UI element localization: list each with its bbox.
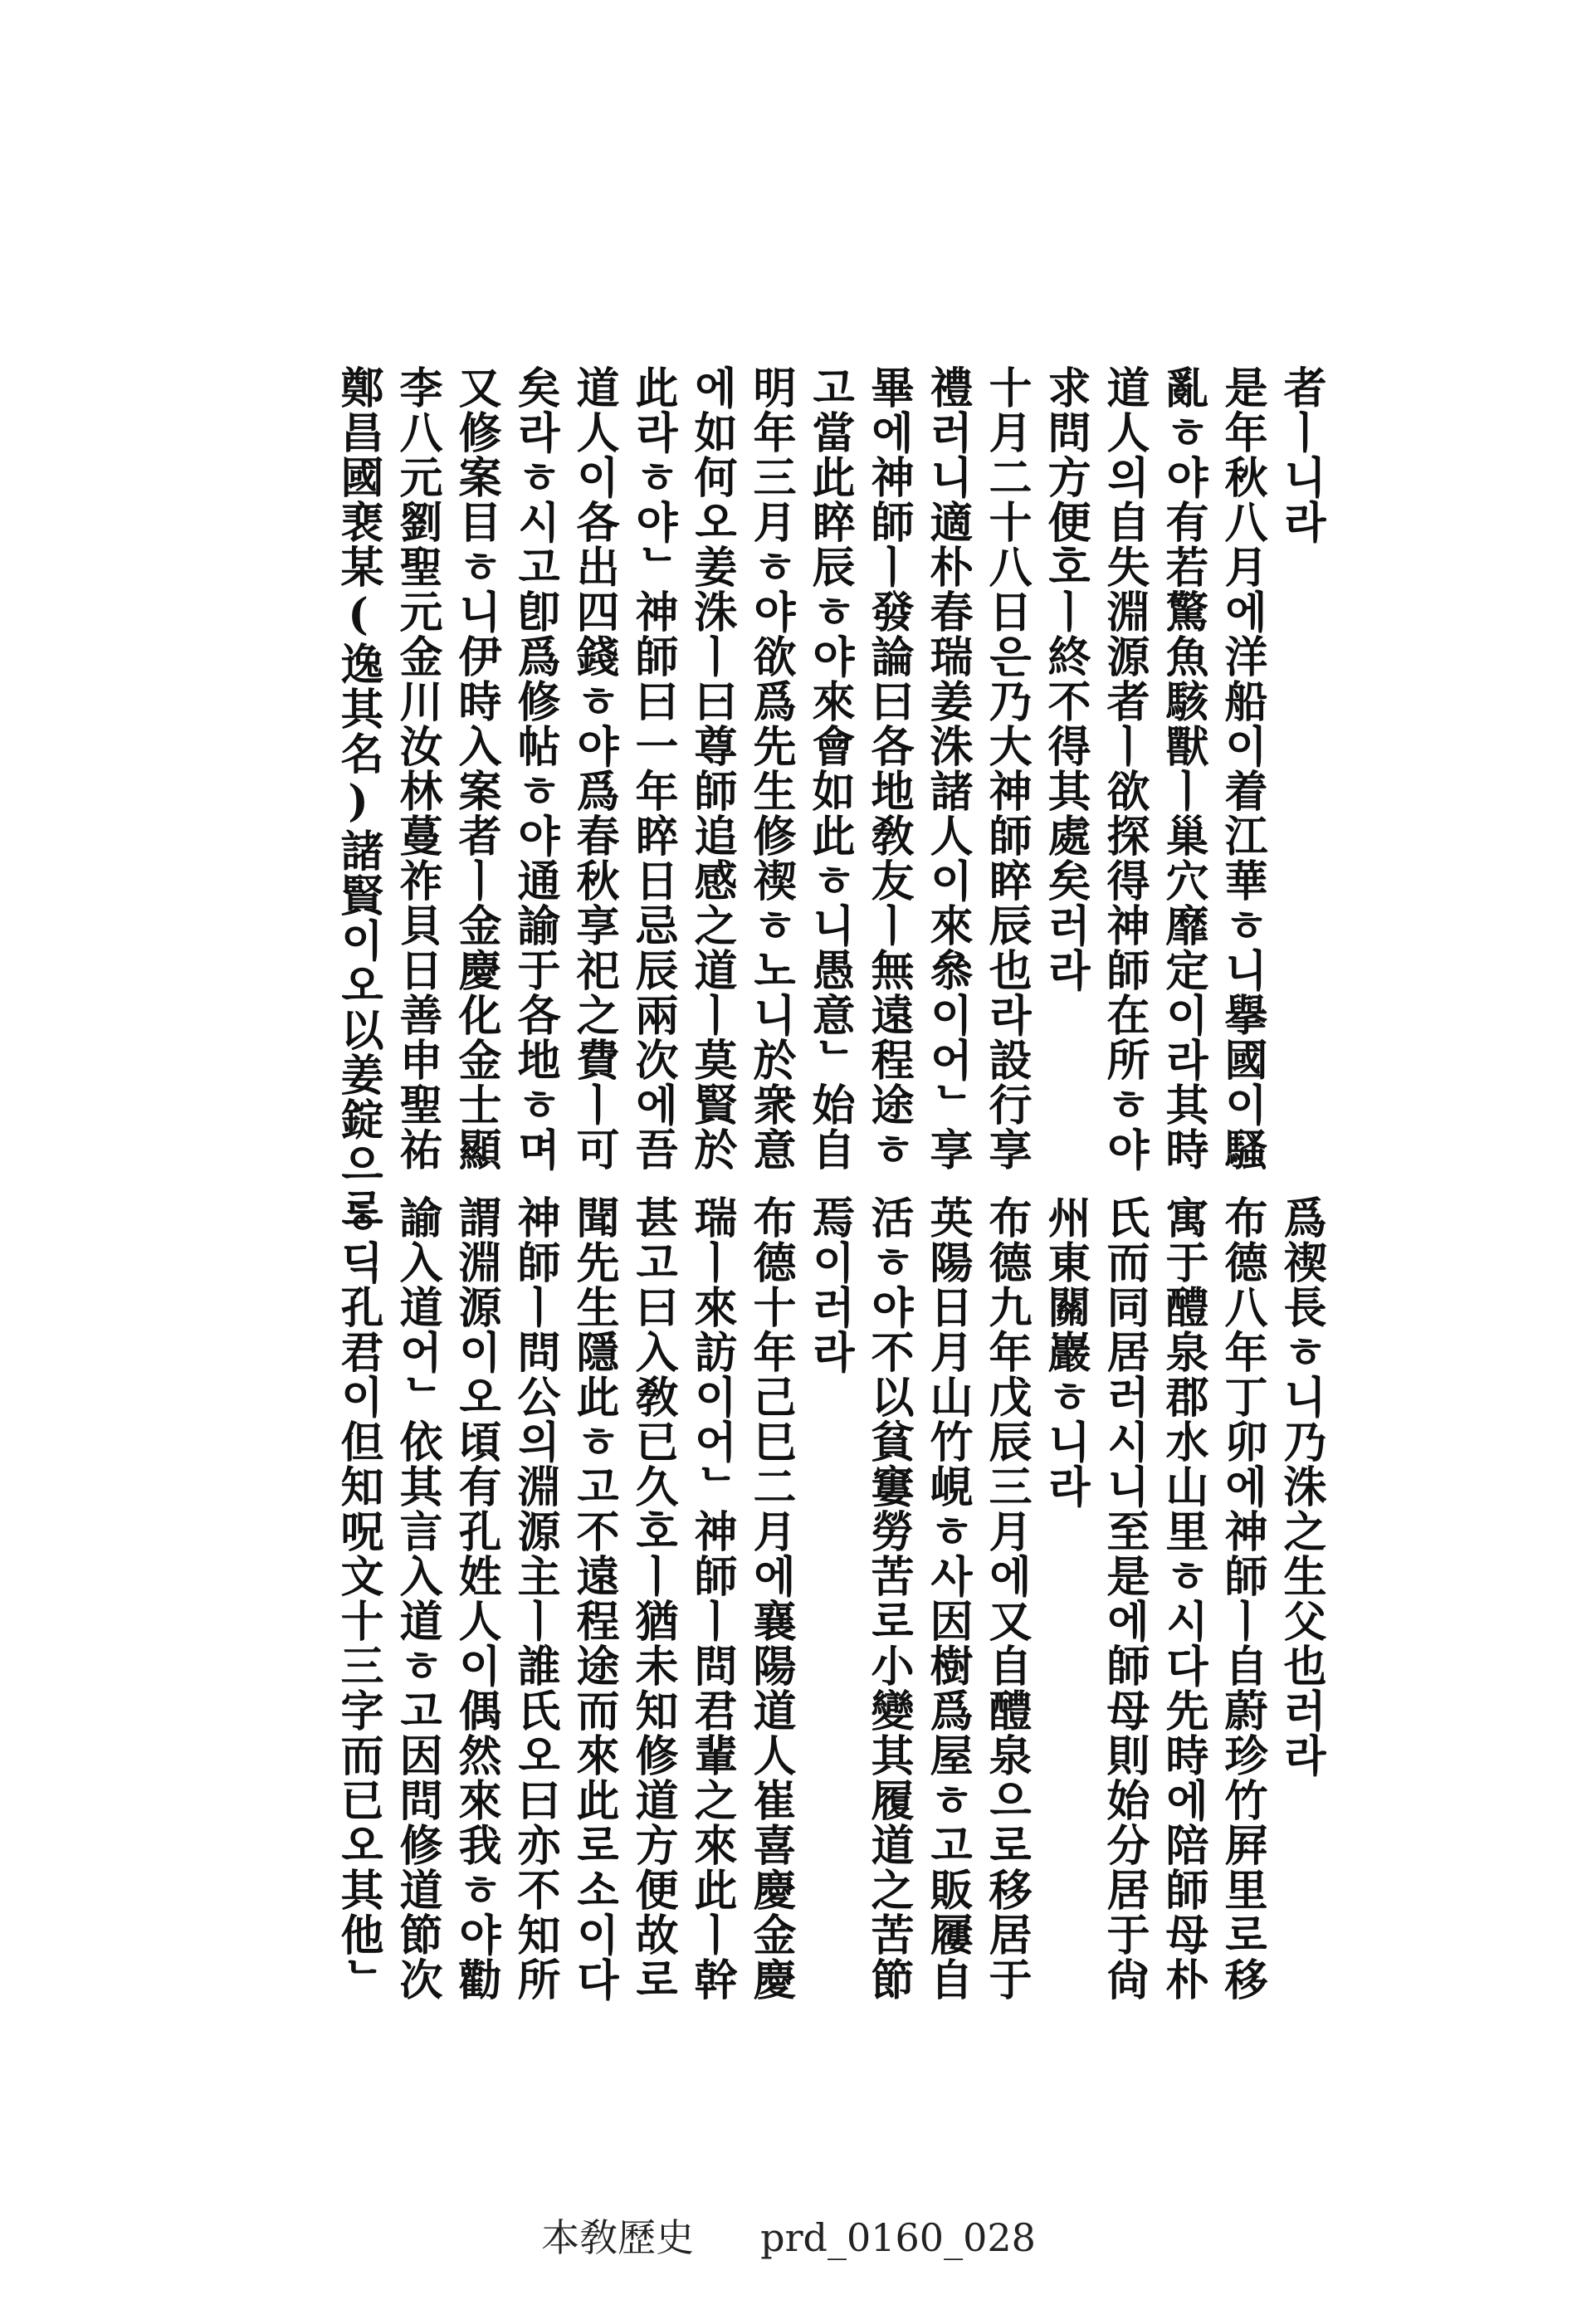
text-column: 李八元劉聖元金川汝林蔓祚⾙日善申聖祐	[392, 365, 442, 1172]
text-column: 求問方便호ㅣ終不得其處矣러라	[1040, 365, 1091, 993]
text-column: 에如何오姜洙ㅣ曰尊師追感之道ㅣ莫賢於	[686, 365, 737, 1172]
text-column: 聞先生隱此ㅎ고不遠程途而來此로소이다	[569, 1195, 619, 2002]
text-column: 고當此睟辰ㅎ야來會如此ㅎ니愚意ᄂ始自	[804, 365, 855, 1172]
text-column: 道人의自失淵源者ㅣ欲探得神師在所ㅎ야	[1099, 365, 1150, 1172]
text-column: ㅎ딕孔君이但知呪文十三字而已오其他ᄂ	[333, 1195, 383, 2002]
text-column: 寓于醴泉郡水山里ㅎ시다先時에陪師母朴	[1158, 1195, 1208, 2002]
text-column: 又修案目ㅎ니伊時入案者ㅣ金慶化金士顯	[451, 365, 501, 1172]
text-column: 英陽日月山竹峴ㅎ사因樹爲屋ㅎ고販屨自	[922, 1195, 973, 2002]
text-column: 氏而同居러시니至是에師母則始分居于尙	[1099, 1195, 1150, 2002]
text-column: 矣라ㅎ시고卽爲修帖ㅎ야通諭于各地ㅎ며	[510, 365, 560, 1172]
text-column: 十月二十八日은乃大神師睟辰也라設行享	[981, 365, 1032, 1172]
text-column: 甚고曰入敎已久호ㅣ猶未知修道方便故로	[627, 1195, 678, 2002]
text-column: 爲禊長ㅎ니乃洙之生父也러라	[1276, 1195, 1326, 1778]
text-column: 此라ㅎ야ᄂ神師曰一年睟日忌辰兩次에吾	[627, 365, 678, 1172]
footer-title: 本敎歷史	[541, 2215, 695, 2260]
text-column: 亂ㅎ야有若驚魚駭獸ㅣ巢穴靡定이라其時	[1158, 365, 1208, 1172]
text-column: 神師ㅣ問公의淵源主ㅣ誰氏오曰亦不知所	[510, 1195, 560, 2002]
text-column: 瑞ㅣ來訪이어ᄂ神師ㅣ問君輩之來此ㅣ幹	[686, 1195, 737, 2002]
text-column: 布德九年戊辰三月에又自醴泉으로移居于	[981, 1195, 1032, 2002]
footer-page-id: prd_0160_028	[760, 2215, 1036, 2260]
text-column: 鄭昌國裵某(逸其名)諸賢이오以姜錠으로	[333, 365, 383, 1232]
text-column: 明年三月ㅎ야欲爲先生修禊ㅎ노니於衆意	[745, 365, 796, 1172]
text-column: 是年秋八月에洋船이着江華ㅎ니擧國이騷	[1217, 365, 1267, 1172]
text-column: 布德八年丁卯에神師ㅣ自蔚珍竹屛里로移	[1217, 1195, 1267, 2002]
text-column: 焉이러라	[804, 1195, 855, 1374]
text-column: 布德十年己巳二月에襄陽道人崔喜慶金慶	[745, 1195, 796, 2002]
text-column: 州東關巖ㅎ니라	[1040, 1195, 1091, 1509]
text-column: 禮러니適朴春瑞姜洙諸人이來叅이어ᄂ享	[922, 365, 973, 1172]
page-footer	[0, 2208, 1577, 2263]
text-column: 道人이各出四錢ㅎ야爲春秋享祀之費ㅣ可	[569, 365, 619, 1172]
text-column: 畢에神師ㅣ發論曰各地敎友ㅣ無遠程途ㅎ	[863, 365, 914, 1172]
text-column: 者ㅣ니라	[1276, 365, 1326, 544]
text-column: 諭入道어ᄂ依其言入道ㅎ고因問修道節次	[392, 1195, 442, 2002]
text-column: 謂淵源이오頃有孔姓人이偶然來我ㅎ야勸	[451, 1195, 501, 2002]
text-column: 活ㅎ야不以貧窶勞苦로小變其履道之苦節	[863, 1195, 914, 2002]
